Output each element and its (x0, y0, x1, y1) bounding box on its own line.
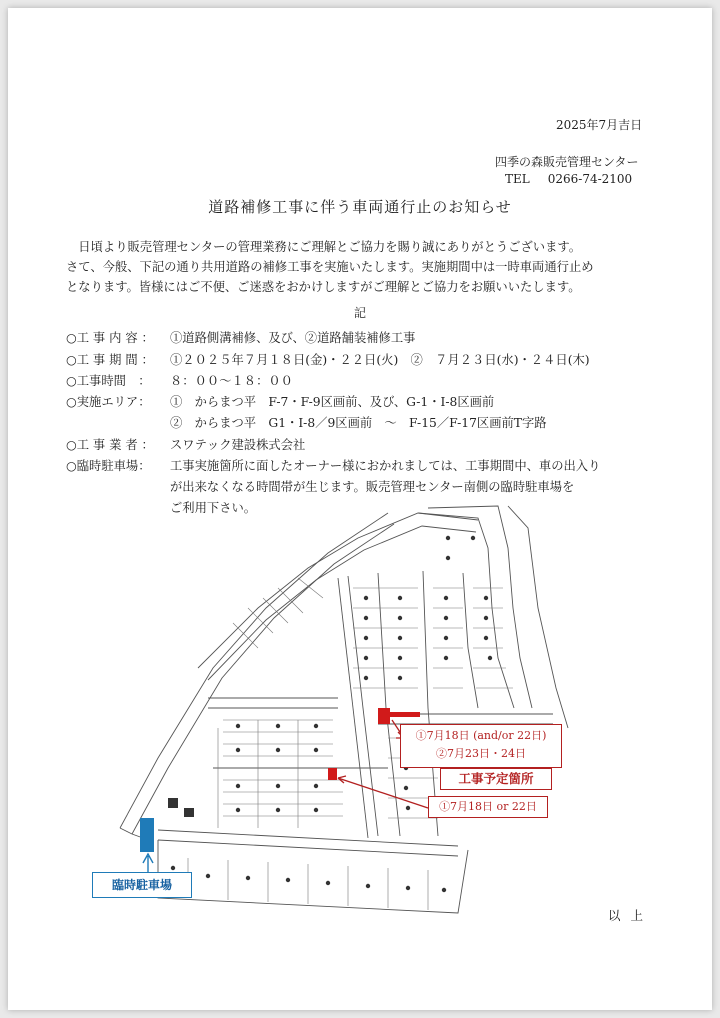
callout-a-line-1: ①7月18日 (and/or 22日) (415, 729, 547, 742)
tel-number: 0266-74-2100 (547, 172, 633, 186)
notice-title: 道路補修工事に伴う車両通行止のお知らせ (208, 198, 512, 216)
callout-schedule-a (400, 724, 562, 768)
detail-area-2: ② からまつ平 G1・I-8／9区画前 ～ F-15／F-17区画前T字路 (170, 416, 547, 430)
detail-value: ①２０２５年７月１８日(金)・２２日(火) ② ７月２３日(水)・２４日(木) (170, 353, 590, 367)
site-map (8, 8, 712, 1010)
detail-label: ○実施エリア： (66, 395, 151, 409)
detail-value: スワテック建設株式会社 (170, 438, 306, 452)
detail-label: ○工 事 期 間 ： (66, 353, 154, 367)
sender-name: 四季の森販売管理センター (495, 155, 639, 169)
closing-ijo: 以上 (608, 908, 654, 923)
issue-date: 2025年7月吉日 (556, 118, 643, 132)
detail-value: ① からまつ平 F-7・F-9区画前、及び、G-1・I-8区画前 (170, 395, 495, 409)
callout-a-line-2: ②7月23日・24日 (436, 747, 526, 760)
detail-label: ○臨時駐車場： (66, 459, 151, 473)
detail-value: 工事実施箇所に面したオーナー様におかれましては、工事期間中、車の出入り (170, 459, 601, 473)
document-page (8, 8, 712, 1010)
ki-marker: 記 (353, 306, 366, 320)
body-line-3: となります。皆様にはご不便、ご迷惑をおかけしますがご理解とご協力をお願いいたします。 (66, 280, 581, 294)
temporary-parking-label: 臨時駐車場 (92, 872, 192, 898)
detail-value: ①道路側溝補修、及び、②道路舗装補修工事 (170, 331, 416, 345)
body-line-1: 日頃より販売管理センターの管理業務にご理解とご協力を賜り誠にありがとうございます。 (66, 240, 581, 254)
construction-zone-a (378, 708, 390, 724)
detail-value: ８：００～１８：００ (170, 374, 293, 388)
detail-parking-3: ご利用下さい。 (170, 501, 257, 515)
callout-schedule-b: ①7月18日 or 22日 (428, 796, 548, 818)
detail-parking-2: が出来なくなる時間帯が生じます。販売管理センター南側の臨時駐車場を (170, 480, 575, 494)
tel-label: TEL (505, 172, 530, 186)
detail-label: ○工事時間 ： (66, 374, 151, 388)
detail-label: ○工 事 業 者 ： (66, 438, 154, 452)
construction-zone-b (328, 768, 337, 780)
body-line-2: さて、今般、下記の通り共用道路の補修工事を実施いたします。実施期間中は一時車両通行止め (66, 260, 594, 274)
construction-zone-a-road (390, 712, 420, 717)
detail-label: ○工 事 内 容 ： (66, 331, 154, 345)
map-outline (120, 506, 568, 913)
construction-site-label: 工事予定箇所 (440, 768, 552, 790)
temporary-parking-area (140, 818, 154, 852)
